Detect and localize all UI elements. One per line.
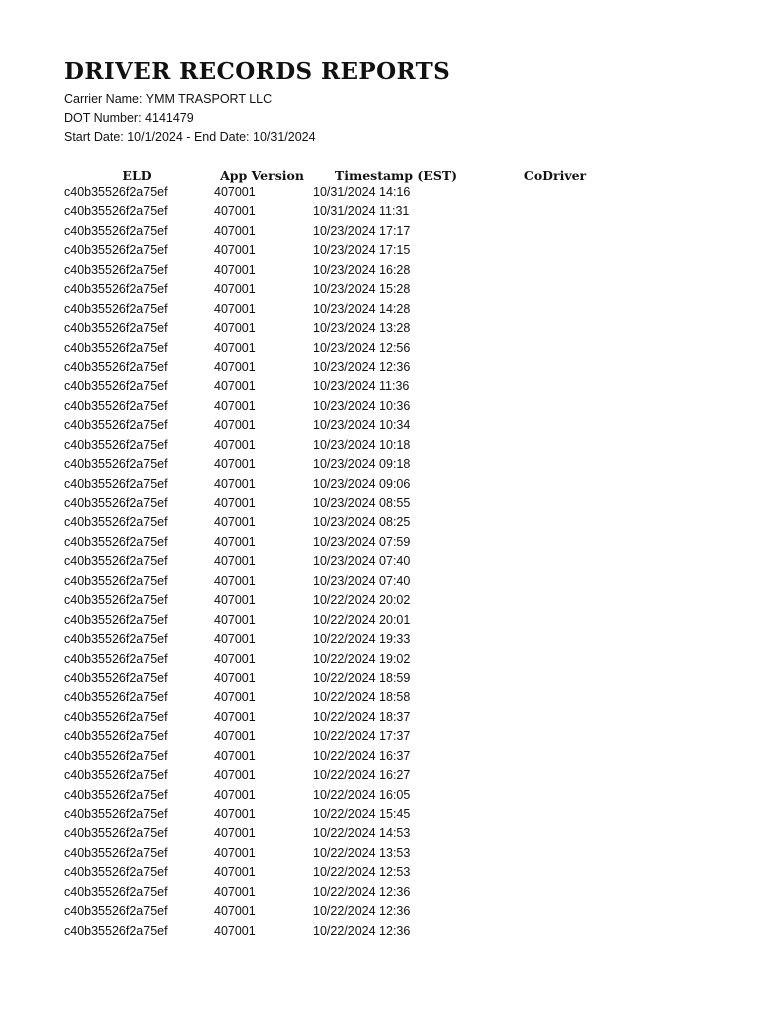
eld-cell: c40b35526f2a75ef xyxy=(64,243,168,258)
eld-cell: c40b35526f2a75ef xyxy=(64,457,168,472)
eld-cell: c40b35526f2a75ef xyxy=(64,748,168,763)
timestamp-cell: 10/23/2024 09:18 xyxy=(313,457,411,472)
eld-cell: c40b35526f2a75ef xyxy=(64,379,168,394)
eld-cell: c40b35526f2a75ef xyxy=(64,729,168,744)
app-version-cell: 407001 xyxy=(214,321,256,336)
app-version-cell: 407001 xyxy=(214,534,256,549)
eld-cell: c40b35526f2a75ef xyxy=(64,282,168,297)
app-version-cell: 407001 xyxy=(214,418,256,433)
app-version-cell: 407001 xyxy=(214,593,256,608)
app-version-cell: 407001 xyxy=(214,359,256,374)
app-version-cell: 407001 xyxy=(214,845,256,860)
eld-cell: c40b35526f2a75ef xyxy=(64,845,168,860)
app-version-cell: 407001 xyxy=(214,690,256,705)
app-version-cell: 407001 xyxy=(214,496,256,510)
table-row xyxy=(0,766,768,785)
timestamp-cell: 10/22/2024 19:33 xyxy=(313,632,411,647)
table-row xyxy=(0,591,768,610)
eld-cell: c40b35526f2a75ef xyxy=(64,496,168,510)
timestamp-cell: 10/23/2024 14:28 xyxy=(313,301,411,316)
eld-cell: c40b35526f2a75ef xyxy=(64,340,168,355)
timestamp-cell: 10/22/2024 16:05 xyxy=(313,787,411,802)
app-version-cell: 407001 xyxy=(214,398,256,413)
timestamp-cell: 10/23/2024 07:40 xyxy=(313,554,411,569)
table-row xyxy=(0,883,768,902)
timestamp-cell: 10/23/2024 17:17 xyxy=(313,223,411,238)
app-version-cell: 407001 xyxy=(214,865,256,880)
eld-cell: c40b35526f2a75ef xyxy=(64,632,168,647)
table-row xyxy=(0,436,768,455)
table-row xyxy=(0,280,768,299)
app-version-cell: 407001 xyxy=(214,632,256,647)
eld-cell: c40b35526f2a75ef xyxy=(64,534,168,549)
timestamp-cell: 10/22/2024 12:36 xyxy=(313,884,411,899)
timestamp-cell: 10/23/2024 10:34 xyxy=(313,418,411,433)
app-version-cell: 407001 xyxy=(214,185,256,199)
eld-cell: c40b35526f2a75ef xyxy=(64,398,168,413)
timestamp-cell: 10/23/2024 09:06 xyxy=(313,476,411,491)
date-range: Start Date: 10/1/2024 - End Date: 10/31/2024 xyxy=(64,130,316,144)
app-version-cell: 407001 xyxy=(214,709,256,724)
table-row xyxy=(0,844,768,863)
eld-cell: c40b35526f2a75ef xyxy=(64,865,168,880)
eld-cell: c40b35526f2a75ef xyxy=(64,884,168,899)
table-row xyxy=(0,902,768,921)
eld-cell: c40b35526f2a75ef xyxy=(64,223,168,238)
timestamp-cell: 10/31/2024 11:31 xyxy=(313,204,410,219)
eld-cell: c40b35526f2a75ef xyxy=(64,301,168,316)
timestamp-cell: 10/23/2024 11:36 xyxy=(313,379,410,394)
eld-cell: c40b35526f2a75ef xyxy=(64,826,168,841)
timestamp-cell: 10/22/2024 20:02 xyxy=(313,593,411,608)
app-version-cell: 407001 xyxy=(214,282,256,297)
eld-cell: c40b35526f2a75ef xyxy=(64,612,168,627)
eld-cell: c40b35526f2a75ef xyxy=(64,204,168,219)
table-row xyxy=(0,319,768,338)
table-row xyxy=(0,222,768,241)
app-version-cell: 407001 xyxy=(214,826,256,841)
timestamp-cell: 10/22/2024 13:53 xyxy=(313,845,411,860)
timestamp-cell: 10/22/2024 12:53 xyxy=(313,865,411,880)
table-row xyxy=(0,513,768,532)
dot-number: DOT Number: 4141479 xyxy=(64,111,194,125)
eld-cell: c40b35526f2a75ef xyxy=(64,573,168,588)
timestamp-cell: 10/22/2024 18:58 xyxy=(313,690,411,705)
table-row xyxy=(0,824,768,843)
app-version-cell: 407001 xyxy=(214,651,256,666)
timestamp-cell: 10/22/2024 14:53 xyxy=(313,826,411,841)
app-version-cell: 407001 xyxy=(214,573,256,588)
table-row xyxy=(0,786,768,805)
eld-cell: c40b35526f2a75ef xyxy=(64,515,168,530)
eld-cell: c40b35526f2a75ef xyxy=(64,709,168,724)
app-version-cell: 407001 xyxy=(214,243,256,258)
timestamp-cell: 10/23/2024 12:36 xyxy=(313,359,411,374)
app-version-cell: 407001 xyxy=(214,554,256,569)
table-row xyxy=(0,475,768,494)
eld-cell: c40b35526f2a75ef xyxy=(64,262,168,277)
eld-cell: c40b35526f2a75ef xyxy=(64,904,168,919)
app-version-cell: 407001 xyxy=(214,884,256,899)
eld-cell: c40b35526f2a75ef xyxy=(64,437,168,452)
app-version-cell: 407001 xyxy=(214,612,256,627)
timestamp-cell: 10/23/2024 07:40 xyxy=(313,573,411,588)
app-version-cell: 407001 xyxy=(214,204,256,219)
table-row xyxy=(0,377,768,396)
timestamp-cell: 10/23/2024 08:55 xyxy=(313,496,411,510)
timestamp-cell: 10/23/2024 16:28 xyxy=(313,262,411,277)
table-row xyxy=(0,688,768,707)
table-row xyxy=(0,300,768,319)
table-row xyxy=(0,202,768,221)
app-version-cell: 407001 xyxy=(214,748,256,763)
table-row xyxy=(0,455,768,474)
table-row xyxy=(0,552,768,571)
table-row xyxy=(0,611,768,630)
eld-cell: c40b35526f2a75ef xyxy=(64,554,168,569)
eld-cell: c40b35526f2a75ef xyxy=(64,185,168,199)
app-version-cell: 407001 xyxy=(214,904,256,919)
table-row xyxy=(0,708,768,727)
eld-cell: c40b35526f2a75ef xyxy=(64,418,168,433)
table-row xyxy=(0,416,768,435)
table-row xyxy=(0,358,768,377)
app-version-cell: 407001 xyxy=(214,340,256,355)
table-row xyxy=(0,863,768,882)
app-version-cell: 407001 xyxy=(214,437,256,452)
timestamp-cell: 10/23/2024 17:15 xyxy=(313,243,411,258)
app-version-cell: 407001 xyxy=(214,223,256,238)
app-version-cell: 407001 xyxy=(214,670,256,685)
column-header-eld: ELD xyxy=(122,168,152,183)
app-version-cell: 407001 xyxy=(214,262,256,277)
app-version-cell: 407001 xyxy=(214,301,256,316)
eld-cell: c40b35526f2a75ef xyxy=(64,807,168,821)
timestamp-cell: 10/23/2024 12:56 xyxy=(313,340,411,355)
timestamp-cell: 10/31/2024 14:16 xyxy=(313,185,411,199)
eld-cell: c40b35526f2a75ef xyxy=(64,690,168,705)
timestamp-cell: 10/23/2024 07:59 xyxy=(313,534,411,549)
table-row xyxy=(0,747,768,766)
timestamp-cell: 10/23/2024 08:25 xyxy=(313,515,411,530)
timestamp-cell: 10/22/2024 20:01 xyxy=(313,612,411,627)
table-row xyxy=(0,630,768,649)
eld-cell: c40b35526f2a75ef xyxy=(64,476,168,491)
table-row xyxy=(0,533,768,552)
eld-cell: c40b35526f2a75ef xyxy=(64,670,168,685)
table-row xyxy=(0,922,768,941)
app-version-cell: 407001 xyxy=(214,457,256,472)
table-body xyxy=(0,183,768,941)
app-version-cell: 407001 xyxy=(214,729,256,744)
timestamp-cell: 10/23/2024 13:28 xyxy=(313,321,411,336)
timestamp-cell: 10/22/2024 18:37 xyxy=(313,709,411,724)
eld-cell: c40b35526f2a75ef xyxy=(64,593,168,608)
app-version-cell: 407001 xyxy=(214,807,256,821)
timestamp-cell: 10/22/2024 12:36 xyxy=(313,904,411,919)
app-version-cell: 407001 xyxy=(214,476,256,491)
eld-cell: c40b35526f2a75ef xyxy=(64,321,168,336)
table-row xyxy=(0,669,768,688)
timestamp-cell: 10/22/2024 17:37 xyxy=(313,729,411,744)
app-version-cell: 407001 xyxy=(214,768,256,783)
table-row xyxy=(0,494,768,513)
column-header-timestamp: Timestamp (EST) xyxy=(334,168,458,183)
table-row xyxy=(0,397,768,416)
column-header-codriver: CoDriver xyxy=(523,168,587,183)
table-row xyxy=(0,805,768,824)
timestamp-cell: 10/23/2024 10:36 xyxy=(313,398,411,413)
eld-cell: c40b35526f2a75ef xyxy=(64,651,168,666)
table-row xyxy=(0,241,768,260)
table-row xyxy=(0,183,768,202)
app-version-cell: 407001 xyxy=(214,923,256,938)
timestamp-cell: 10/23/2024 10:18 xyxy=(313,437,411,452)
column-header-app-version: App Version xyxy=(220,168,304,183)
eld-cell: c40b35526f2a75ef xyxy=(64,923,168,938)
table-row xyxy=(0,261,768,280)
timestamp-cell: 10/23/2024 15:28 xyxy=(313,282,411,297)
timestamp-cell: 10/22/2024 16:37 xyxy=(313,748,411,763)
app-version-cell: 407001 xyxy=(214,787,256,802)
table-row xyxy=(0,650,768,669)
table-row xyxy=(0,339,768,358)
table-row xyxy=(0,572,768,591)
timestamp-cell: 10/22/2024 12:36 xyxy=(313,923,411,938)
app-version-cell: 407001 xyxy=(214,515,256,530)
eld-cell: c40b35526f2a75ef xyxy=(64,359,168,374)
timestamp-cell: 10/22/2024 15:45 xyxy=(313,807,411,821)
table-row xyxy=(0,727,768,746)
eld-cell: c40b35526f2a75ef xyxy=(64,768,168,783)
timestamp-cell: 10/22/2024 19:02 xyxy=(313,651,411,666)
timestamp-cell: 10/22/2024 16:27 xyxy=(313,768,411,783)
timestamp-cell: 10/22/2024 18:59 xyxy=(313,670,411,685)
app-version-cell: 407001 xyxy=(214,379,256,394)
report-title: DRIVER RECORDS REPORTS xyxy=(64,58,451,85)
eld-cell: c40b35526f2a75ef xyxy=(64,787,168,802)
carrier-name: Carrier Name: YMM TRASPORT LLC xyxy=(64,92,273,106)
